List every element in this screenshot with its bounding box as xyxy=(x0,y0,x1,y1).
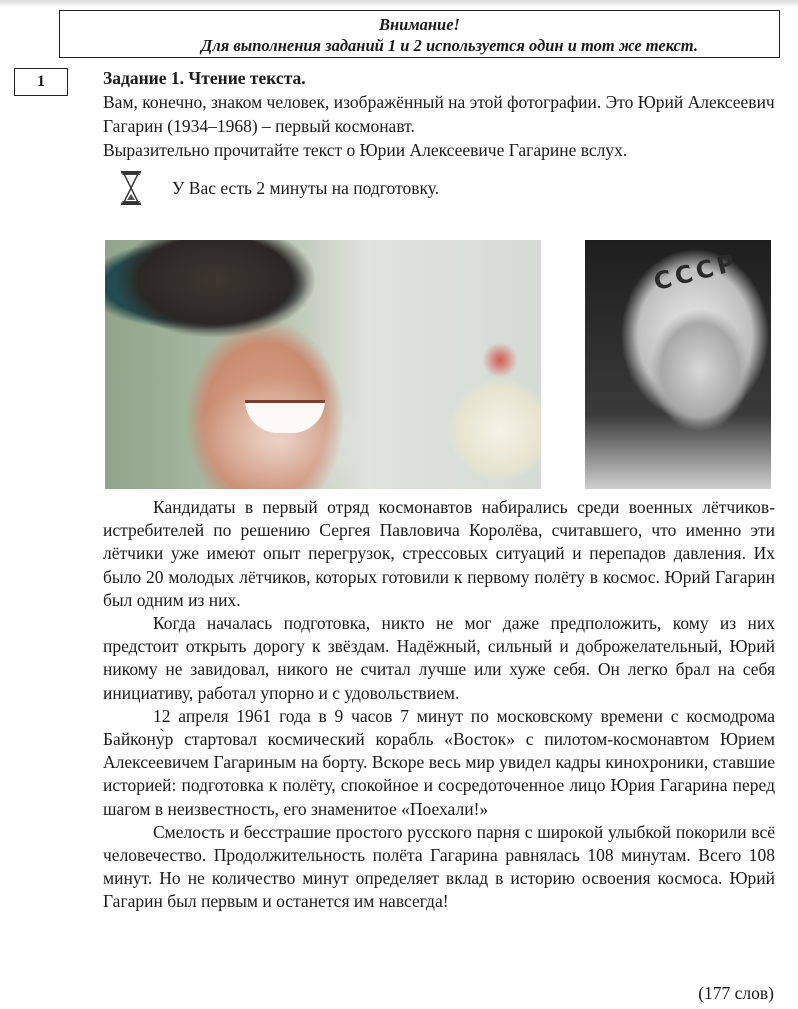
top-shade xyxy=(0,0,798,8)
notice-text: Для выполнения заданий 1 и 2 используется один и тот же текст. xyxy=(201,36,698,55)
paragraph: Кандидаты в первый отряд космонавтов набирались среди военных лётчиков-истребителей по решению Сергея Павловича Королёва, считавшего, что именно эти лётчики уже имеют опыт перегрузок, стрессовых ситуаций и перепадов давления. Их было 20 молодых лётчиков, которых готовили к первому полёту в космос. Юрий Гагарин был одним из них. xyxy=(103,497,775,610)
preparation-text: У Вас есть 2 минуты на подготовку. xyxy=(172,177,440,198)
notice-title: Внимание! xyxy=(379,15,460,34)
photo-gagarin-spacesuit xyxy=(585,240,771,489)
task-number-box: 1 xyxy=(14,68,68,96)
task-title: Задание 1. Чтение текста. xyxy=(103,68,306,88)
cap-shape xyxy=(105,240,355,400)
smile-shape xyxy=(245,400,325,433)
task-intro xyxy=(103,66,793,162)
hourglass-icon xyxy=(120,170,142,206)
photo-gagarin-smiling xyxy=(105,240,541,489)
paragraph: Смелость и бесстрашие простого русского парня с широкой улыбкой покорили всё человечество. Продолжительность полёта Гагарина равнялась 108 минутам. Всего 108 минут. Но не количество минут определяет вклад в историю освоения космоса. Юрий Гагарин был первым и останется им навсегда! xyxy=(103,821,775,912)
word-count: (177 слов) xyxy=(698,983,774,1003)
helmet-label: СССР xyxy=(650,247,742,297)
reading-text xyxy=(103,496,775,914)
preparation-note xyxy=(120,170,439,206)
paragraph: Когда началась подготовка, никто не мог даже предположить, кому из них предстоит открыть дорогу к звёздам. Надёжный, сильный и доброжелательный, Юрий никому не завидовал, никого не считал лучше или хуже себя. Он легко брал на себя инициативу, работал упорно и с удовольствием. xyxy=(103,613,775,703)
notice-box xyxy=(59,10,780,58)
task-intro-text: Вам, конечно, знаком человек, изображённый на этой фотографии. Это Юрий Алексеевич Гагарин (1934–1968) – первый космонавт. xyxy=(103,92,775,136)
task-instruction: Выразительно прочитайте текст о Юрии Алексеевиче Гагарине вслух. xyxy=(103,140,628,160)
paragraph: 12 апреля 1961 года в 9 часов 7 минут по московскому времени с космодрома Байкону̀р стартовал космический корабль «Восток» с пилотом-космонавтом Юрием Алексеевичем Гагариным на борту. Вскоре весь мир увидел кадры кинохроники, ставшие историей: подготовка к полёту, спокойное и сосредоточенное лицо Юрия Гагарина перед шагом в неизвестность, его знаменитое «Поехали!» xyxy=(103,705,775,819)
